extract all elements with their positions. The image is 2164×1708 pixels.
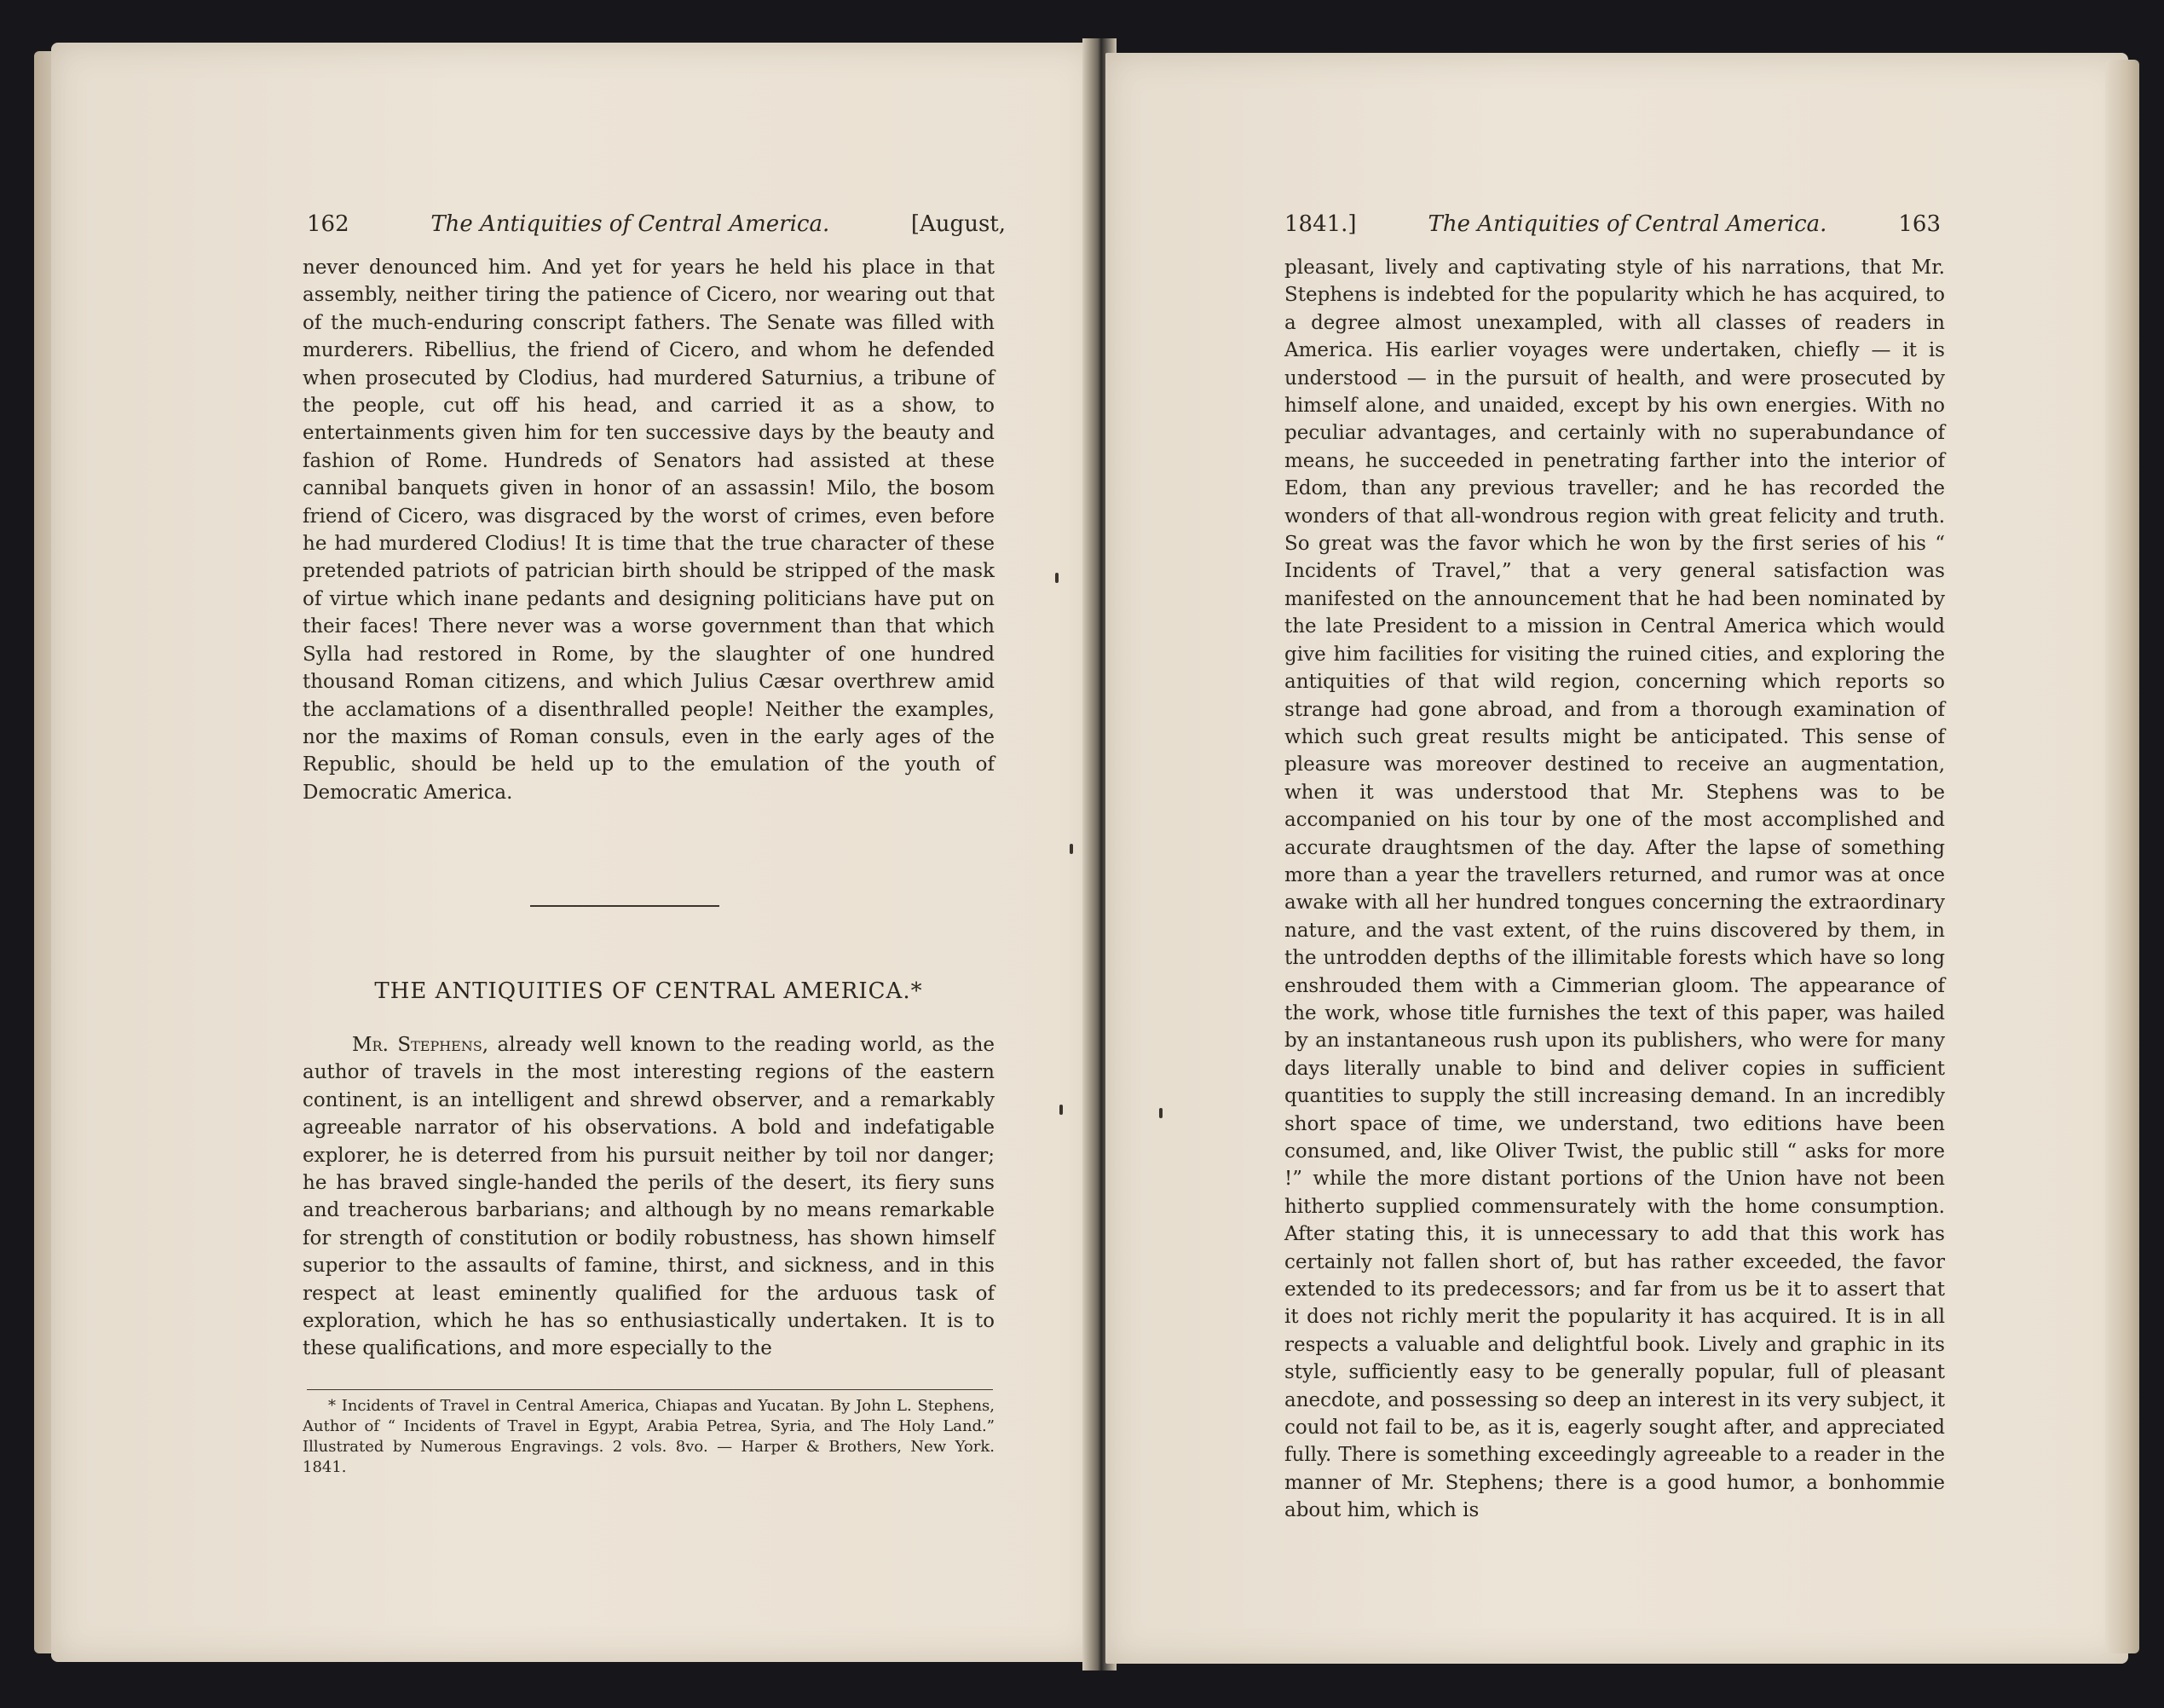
right-body-text [1284,254,1945,1525]
article-lead: Mr. Stephens, [352,1034,489,1056]
article-paragraph [303,1031,995,1363]
footnote-rule [307,1389,993,1390]
running-title: The Antiquities of Central America. [430,211,830,237]
article-body [303,1031,995,1363]
header-month: [August, [910,211,1006,237]
header-year: 1841.] [1284,211,1357,237]
left-body-text [303,254,995,806]
left-page [51,43,1095,1662]
right-running-header [1284,211,1941,237]
margin-mark [1059,1105,1063,1115]
right-page-edge [2105,60,2139,1653]
right-page [1105,53,2128,1664]
margin-mark [1055,573,1059,583]
margin-mark [1159,1108,1163,1118]
margin-mark [1070,844,1073,854]
running-title: The Antiquities of Central America. [1428,211,1827,237]
page-number: 162 [307,211,349,237]
right-paragraph: pleasant, lively and captivating style of his narrations, that Mr. Stephens is indebted for the popularity which he has acquired, to a degree almost unexampled, with all classes of readers in America. His earlier voyages were undertaken, chiefly — it is understood — in the pursuit of health, and were prosecuted by himself alone, and unaided, except by his own energies. With no peculiar advantages, and certainly with no superabundance of means, he succeeded in penetrating farther into the interior of Edom, than any previous traveller; and he has recorded the wonders of that all-wondrous region with great felicity and truth. So great was the favor which he won by the first series of his “ Incidents of Travel,” that a very general satisfaction was manifested on the announcement that he had been nominated by the late President to a mission in Central America which would give him facilities for visiting the ruined cities, and exploring the antiquities of that wild region, concerning which reports so strange had gone abroad, and from a thorough examination of which such great results might be anticipated. This sense of pleasure was moreover destined to receive an augmentation, when it was understood that Mr. Stephens was to be accompanied on his tour by one of the most accomplished and accurate draughtsmen of the day. After the lapse of something more than a year the travellers returned, and rumor was at once awake with all her hundred tongues concerning the extraordinary nature, and the vast extent, of the ruins discovered by them, in the untrodden depths of the illimitable forests which have so long enshrouded them with a Cimmerian gloom. The appearance of the work, whose title furnishes the text of this paper, was hailed by an instantaneous rush upon its publishers, who were for many days literally unable to bind and deliver copies in sufficient quantities to supply the still increasing demand. In an incredibly short space of time, we understand, two editions have been consumed, and, like Oliver Twist, the public still “ asks for more !” while the more distant portions of the Union have not been hitherto supplied commensurately with the home consumption. After stating this, it is unnecessary to add that this work has certainly not fallen short of, but has rather exceeded, the favor extended to its predecessors; and far from us be it to assert that it does not richly merit the popularity it has acquired. It is in all respects a valuable and delightful book. Lively and graphic in its style, sufficiently easy to be generally popular, full of pleasant anecdote, and possessing so deep an interest in its very subject, it could not fail to be, as it is, eagerly sought after, and appreciated fully. There is something exceedingly agreeable to a reader in the manner of Mr. Stephens; there is a good humor, a bonhommie about him, which is [1284,257,1945,1522]
section-divider [530,905,719,907]
article-text: already well known to the reading world, as the author of travels in the most interesting regions of the eastern continent, is an intelligent and shrewd observer, and a remarkably agreeable narrator of his observations. A bold and indefatigable explorer, he is deterred from his pursuit neither by toil nor danger; he has braved single-handed the perils of the desert, its fiery suns and treacherous barbarians; and although by no means remarkable for strength of constitution or bodily robustness, has shown himself superior to the assaults of famine, thirst, and sickness, and in this respect at least eminently qualified for the arduous task of exploration, which he has so enthusiastically undertaken. It is to these qualifications, and more especially to the [303,1034,995,1360]
continued-paragraph: never denounced him. And yet for years he held his place in that assembly, neither tiring the patience of Cicero, nor wearing out that of the much-enduring conscript fathers. The Senate was filled with murderers. Ribellius, the friend of Cicero, and whom he defended when prosecuted by Clodius, had murdered Saturnius, a tribune of the people, cut off his head, and carried it as a show, to entertainments given him for ten successive days by the beauty and fashion of Rome. Hundreds of Senators had assisted at these cannibal banquets given in honor of an assassin! Milo, the bosom friend of Cicero, was disgraced by the worst of crimes, even before he had murdered Clodius! It is time that the true character of these pretended patriots of patrician birth should be stripped of the mask of virtue which inane pedants and designing politicians have put on their faces! There never was a worse government than that which Sylla had restored in Rome, by the slaughter of one hundred thousand Roman citizens, and which Julius Cæsar overthrew amid the acclamations of a disenthralled people! Neither the examples, nor the maxims of Roman consuls, even in the early ages of the Republic, should be held up to the emulation of the youth of Democratic America. [303,257,995,804]
footnote: * Incidents of Travel in Central America, Chiapas and Yucatan. By John L. Stephens, Author of “ Incidents of Travel in Egypt, Arabia Petrea, Syria, and The Holy Land.” Illustrated by Numerous Engravings. 2 vols. 8vo. — Harper & Brothers, New York. 1841. [303,1397,995,1476]
page-number: 163 [1898,211,1941,237]
article-title: THE ANTIQUITIES OF CENTRAL AMERICA.* [374,978,923,1004]
left-running-header [307,211,1006,237]
